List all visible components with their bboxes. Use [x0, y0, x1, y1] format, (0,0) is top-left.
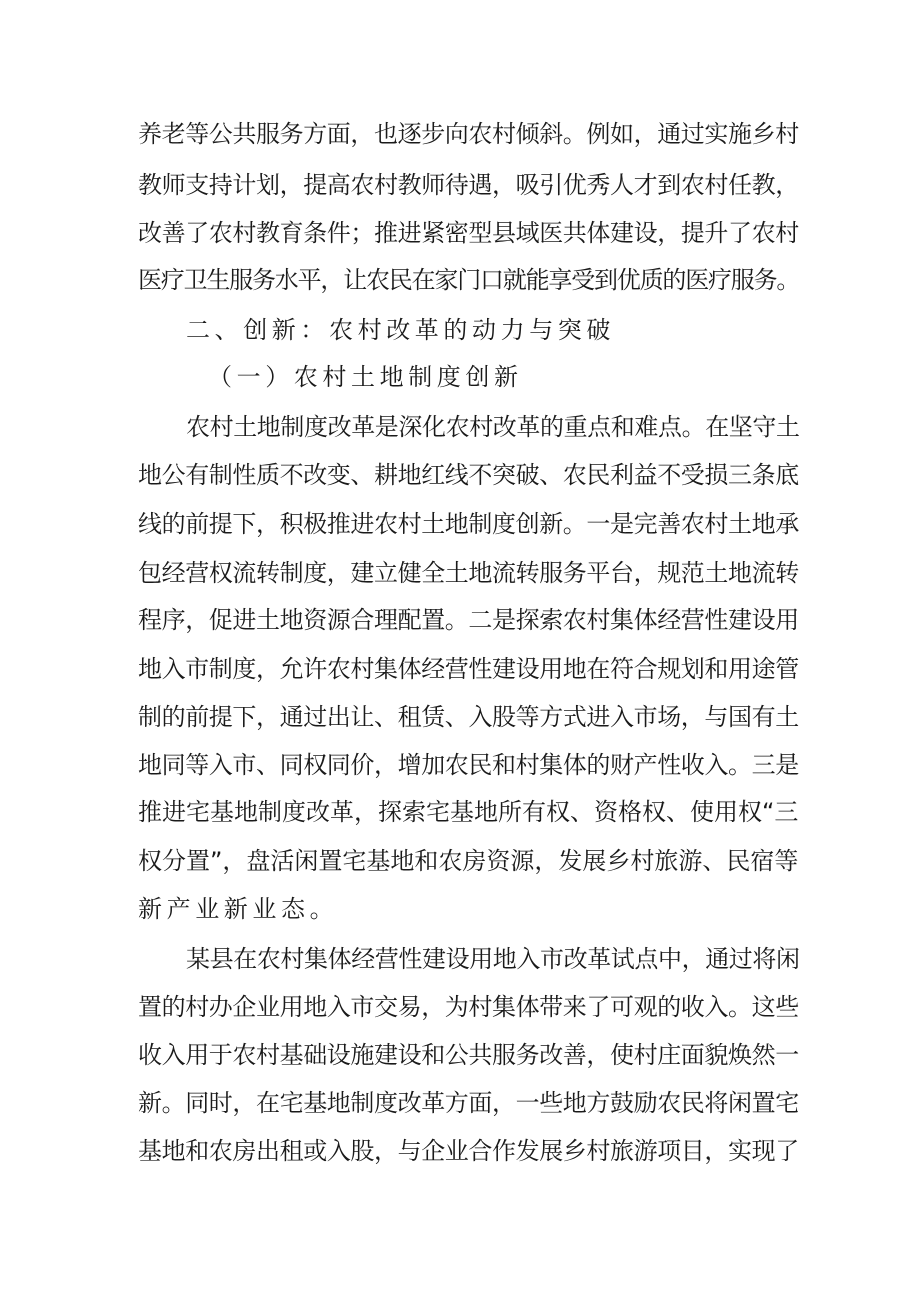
paragraph-line: 某县在农村集体经营性建设用地入市改革试点中，通过将闲 [186, 945, 800, 973]
paragraph-line: 改善了农村教育条件；推进紧密型县域医共体建设，提升了农村 [138, 219, 799, 247]
paragraph-line: 收入用于农村基础设施建设和公共服务改善，使村庄面貌焕然一 [138, 1041, 799, 1069]
paragraph-line: 线的前提下，积极推进农村土地制度创新。一是完善农村土地承 [138, 510, 799, 538]
paragraph-line: 权分置”，盘活闲置宅基地和农房资源，发展乡村旅游、民宿等 [138, 847, 799, 875]
paragraph-line: 制的前提下，通过出让、租赁、入股等方式进入市场，与国有土 [138, 703, 799, 731]
paragraph-line: 包经营权流转制度，建立健全土地流转服务平台，规范土地流转 [138, 559, 799, 587]
paragraph-line: 农村土地制度改革是深化农村改革的重点和难点。在坚守土 [186, 413, 800, 441]
paragraph-line: 地同等入市、同权同价，增加农民和村集体的财产性收入。三是 [138, 751, 799, 779]
paragraph-line: 新产业新业态。 [138, 895, 339, 923]
paragraph-line: 地公有制性质不改变、耕地红线不突破、农民利益不受损三条底 [138, 461, 799, 489]
subsection-heading: （一）农村土地制度创新 [208, 363, 523, 391]
paragraph-line: 置的村办企业用地入市交易，为村集体带来了可观的收入。这些 [138, 993, 799, 1021]
paragraph-line: 地入市制度，允许农村集体经营性建设用地在符合规划和用途管 [138, 655, 799, 683]
paragraph-line: 新。同时，在宅基地制度改革方面，一些地方鼓励农民将闲置宅 [138, 1089, 799, 1117]
paragraph-line: 基地和农房出租或入股，与企业合作发展乡村旅游项目，实现了 [138, 1137, 799, 1165]
paragraph-line: 推进宅基地制度改革，探索宅基地所有权、资格权、使用权“三 [138, 798, 799, 826]
paragraph-line: 医疗卫生服务水平，让农民在家门口就能享受到优质的医疗服务。 [138, 266, 800, 294]
paragraph-line: 教师支持计划，提高农村教师待遇，吸引优秀人才到农村任教， [138, 171, 799, 199]
paragraph-line: 程序，促进土地资源合理配置。二是探索农村集体经营性建设用 [138, 606, 799, 634]
section-heading: 二、创新：农村改革的动力与突破 [186, 316, 615, 344]
paragraph-line: 养老等公共服务方面，也逐步向农村倾斜。例如，通过实施乡村 [138, 120, 799, 148]
